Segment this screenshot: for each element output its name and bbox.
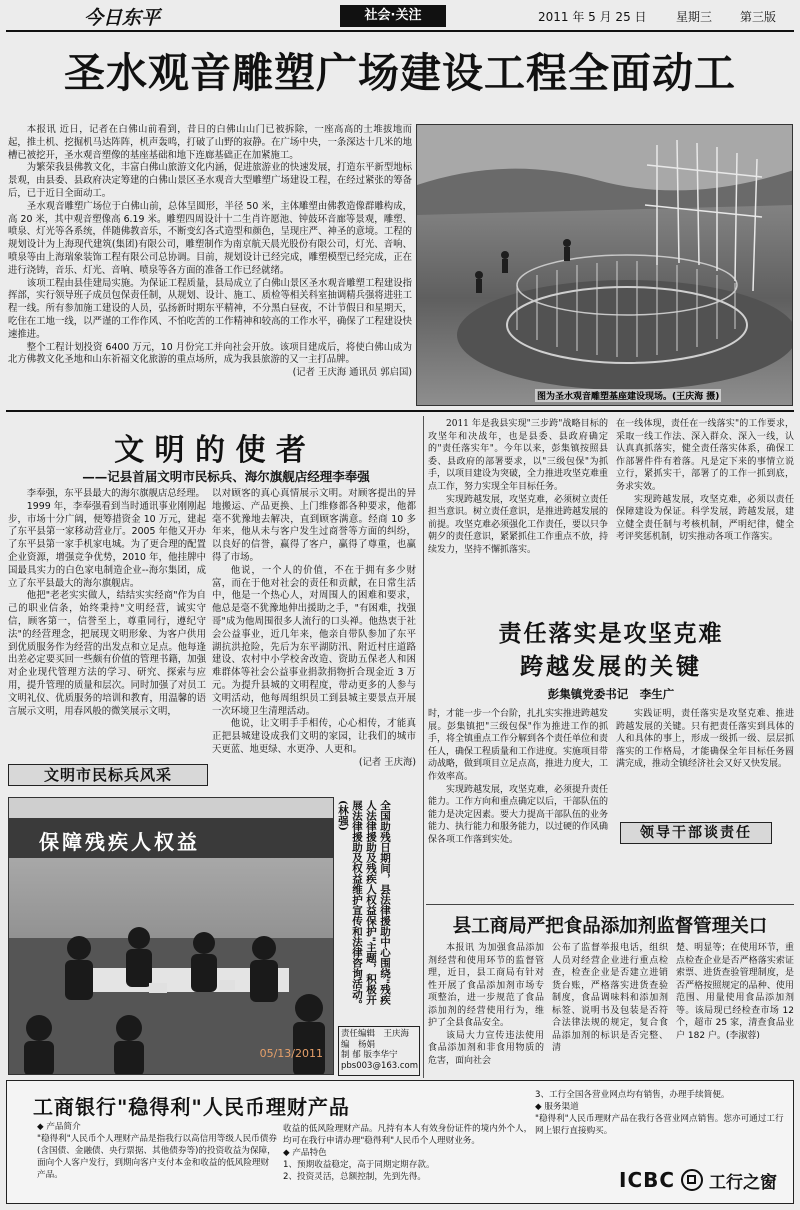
edit-name: 杨娟	[358, 1039, 376, 1050]
section-rule	[6, 410, 794, 412]
page-number: 第三版	[740, 10, 777, 24]
ad-column-1	[37, 1121, 277, 1201]
food-paragraph: 楚、明显等；在使用环节，重点检查企业是否严格落实索证索票、进货查验管理制度，是否严格按照规定的品种、使用范围、用量使用食品添加剂等。该局现已经检查市场 12 个，超市 25 家，清查食品业户 182 户。(李淑蓉)	[676, 943, 794, 1041]
draft-name: 郁	[352, 1050, 361, 1060]
civil-column-2	[212, 488, 416, 780]
civil-subtitle: ——记县首届文明市民标兵、海尔旗舰店经理李奉强	[82, 469, 370, 484]
lead-paragraph: 实现跨越发展，攻坚克难，必须提升责任能力。工作方向和重点确定以后，干部队伍的能力是决定因素。要大力提高干部队伍的业务能力、执行能力和服务能力，以过硬的作风确保各项工作落到实处。	[428, 784, 608, 845]
draft-label: 制	[341, 1050, 350, 1060]
lead-paragraph: 实践证明，责任落实是攻坚克难、推进跨越发展的关键。只有把责任落实到具体的人和具体的事上，形成一级抓一级、层层抓落实的工作格局，才能确保全年目标任务圆满完成，推动全镇经济社会又好又快发展。	[616, 709, 794, 770]
lead-column-1	[428, 418, 608, 608]
main-paragraph: 圣水观音雕塑广场位于白佛山前，总体呈圆形，半径 50 米，主体雕塑由佛教造像群雕构成，高 20 米，其中观音塑像高 6.19 米。雕塑四周设计十二生肖许愿池、钟鼓环音廊等景观，雕塑、喷泉、灯光等各系统，伴随佛教音乐，不断变幻各式造型和颜色，呈现庄严、神圣的意境。工程的规划设计为上海现代建筑(集团)有限公司，雕塑制作为南京航天晨光股份有限公司，灯光、音响、喷泉等由上海瑞象装饰工程有限公司总协调。目前，规划设计已经完成，雕塑模型已经完成，正在进行浇铸，音乐、灯光、音响、喷泉等各方面的准备工作已经就绪。	[8, 200, 412, 276]
civil-label: 文明市民标兵风采	[8, 764, 208, 786]
ad-intro: ◆ 产品简介 "稳得利"人民币个人理财产品是指我行以高信用等级人民币债券(含国债、金融债、央行票据、其他债券等)的投资收益为保障，面向个人客户发行，到期向客户支付本金和收益的低风险理财产品。	[37, 1122, 277, 1180]
construction-photo	[416, 124, 793, 406]
construction-site-image	[417, 125, 793, 406]
lead-paragraph: 时，才能一步一个台阶，扎扎实实推进跨越发展。彭集镇把"三级包保"作为推进工作的抓手，将全镇重点工作分解到各个责任单位和责任人，确保工程质量和工作进度。实施项目带动战略，做到项目立足点高，推进力度大，工作效率高。	[428, 709, 608, 782]
civil-paragraph: 他说，让文明手手相传，心心相传，才能真正把县城建设成我们文明的家园，让我们的城市天更蓝、地更绿、水更净、人更和。	[212, 718, 416, 755]
food-paragraph: 本报讯 为加强食品添加剂经营和使用环节的监督管理，近日，县工商局有针对性开展了食品添加剂市场专项整治，进一步规范了食品添加剂的经营使用行为，维护了全县食品安全。	[428, 943, 544, 1028]
lead-paragraph: 在一线体现，责任在一线落实"的工作要求，采取一线工作法、深入群众、深入一线，认认真真抓落实，健全责任落实体系，确保工作部署件件有着落。凡是定下来的事情立说立行，紧抓实干，部署了的工作一抓到底，务求实效。	[616, 419, 794, 492]
layout-label: 版	[363, 1050, 372, 1060]
photo-caption: 图为圣水观音雕塑基座建设现场。(王庆海 摄)	[535, 389, 721, 402]
icbc-window: 工行之窗	[709, 1172, 778, 1193]
food-headline: 县工商局严把食品添加剂监督管理关口	[452, 916, 768, 937]
food-column-2	[552, 942, 668, 1076]
civil-column-1	[8, 488, 206, 762]
food-rule	[426, 904, 794, 905]
icbc-emblem-icon	[681, 1169, 703, 1191]
civil-paragraph: 以对顾客的真心真情展示文明。对顾客提出的异地搬运、产品更换、上门维修都各种要求，他都毫不犹豫地去解决，直到顾客满意。经商 10 多年来，他从未与客户发生过商誉等方面的纠纷，以良好的信誉，赢得了客户，赢得了尊重，也赢得了市场。	[212, 488, 416, 563]
edit-label: 编	[341, 1039, 350, 1050]
food-column-1	[428, 942, 544, 1076]
civil-title: 文 明 的 使 者	[114, 433, 306, 468]
civil-paragraph: 他说，一个人的价值，不在于拥有多少财富，而在于他对社会的责任和贡献，在日常生活中，他是一个热心人，对周围人的困难和要求，他总是毫不犹豫地伸出援助之手，"有困难，找强哥"成为他周围很多人流行的口头禅。他热衷于社会公益事业，近几年来，他亲自带队参加了东平湖抗洪抢险，先后为东平湖防汛、附近村庄道路建设、农村中小学校舍改造、资助五保老人和困难群体等社会公益事业捐款捐物折合现金近 3 万元。为提升县城的文明程度，带动更多的人参与文明活动，他每周组织员工到县城主要景点开展一次环境卫生清理活动。	[212, 564, 416, 717]
icbc-brand: ICBC	[619, 1168, 676, 1192]
masthead-weekday: 星期三	[676, 10, 713, 24]
ad-title: 工商银行"稳得利"人民币理财产品	[33, 1095, 350, 1119]
duty-editor-name: 王庆海	[383, 1029, 410, 1039]
main-headline: 圣水观音雕塑广场建设工程全面动工	[64, 49, 736, 97]
main-byline: (记者 王庆海 通讯员 郭启国)	[292, 367, 412, 379]
civil-byline: (记者 王庆海)	[358, 756, 416, 768]
lead-label: 领导干部谈责任	[620, 822, 772, 844]
lead-headline-2: 跨越发展的关键	[520, 653, 702, 680]
lead-paragraph: 实现跨越发展，攻坚克难，必须以责任保障建设为保证。科学发展，跨越发展，建立健全责任制与考核机制，严明纪律，健全考评奖惩机制，切实推动各项工作落实。	[616, 494, 794, 543]
main-paragraph: 为繁荣我县佛教文化，丰富白佛山旅游文化内涵，促进旅游业的快速发展，打造东平新型地标景观，由县委、县政府决定筹建的白佛山景区圣水观音大型雕塑广场建设工程，在经过紧张的筹备后，已于近日全面动工。	[8, 162, 412, 199]
civil-paragraph: 他把"老老实实做人，结结实实经商"作为自己的职业信条，始终秉持"文明经营，诚实守信，顾客第一，信誉至上，尊重同行，遵纪守法"的经营理念，把展现文明形象、为客户供用到优质服务作为经营的出发点和立足点。他每逢出差必定要买回一些颇有价值的管理书籍，加强对企业现代管理方法的学习、研究、探索与应用，提升管理的质量和层次。同时加强了对员工文明礼仪、优质服务的培训和教育，用温馨的语言展示文明，用春风般的微笑展示文明，	[8, 590, 206, 717]
lead-column-3	[428, 708, 608, 900]
rights-poem: 全国助残日期间，县法律援助中心围绕"残疾人法律援助及残疾人权益保护"主题，积极开展法律援助及权益维护宣传和法律咨询活动。(林强)	[337, 800, 391, 1010]
photo-date-stamp: 05/13/2011	[259, 1047, 323, 1060]
masthead-date: 2011 年 5 月 25 日	[538, 10, 647, 24]
column-divider	[423, 416, 424, 1078]
layout-name: 李华宁	[371, 1050, 398, 1060]
section-label: 社会·关注	[340, 5, 446, 27]
editor-email: pbs003@163.com	[341, 1060, 419, 1071]
main-article	[8, 124, 412, 386]
editor-box	[338, 1026, 420, 1076]
lead-column-2	[616, 418, 794, 608]
food-paragraph: 公布了监督举报电话，组织人员对经营企业进行重点检查，检查企业是否建立进销货台账，严格落实进货查验制度，食品调味料和添加剂标签、说明书及包装是否符合法律法规的规定，复合食品添加剂的标识是否完整、清	[552, 943, 668, 1053]
lead-paragraph: 实现跨越发展，攻坚克难，必须树立责任担当意识。树立责任意识，是推进跨越发展的前提。攻坚克难必须强化工作责任，要以只争朝夕的责任意识，紧紧抓住工作重点不放，持续发力，坚持不懈抓落实。	[428, 494, 608, 555]
ad-features: 收益的低风险理财产品。凡持有本人有效身份证件的境内外个人，均可在我行申请办理"稳得利"人民币个人理财业务。 ◆ 产品特色 1、预期收益稳定，高于同期定期存款。 2、投资灵活，总额控制，先到先得。	[283, 1124, 533, 1182]
icbc-ad	[6, 1080, 794, 1204]
main-paragraph: 该项工程由县佳建局实施。为保证工程质量，县局成立了白佛山景区圣水观音雕塑工程建设指挥部，实行领导班子成员包保责任制，从规划、设计、施工、质检等相关科室抽调精兵强将进驻工程一线。所有参加施工建设的人员，弘扬新时期东平精神，不分黑白昼夜，不计节假日和星期天，吃住在工地一线，以严谨的工作作风、不怕吃苦的工作精神和较高的工作水平，确保了工程建设快速推进。	[8, 277, 412, 340]
ad-column-3	[535, 1089, 785, 1163]
food-column-3	[676, 942, 794, 1076]
lead-paragraph: 2011 年是我县实现"三步跨"战略目标的攻坚年和决战年，也是县委、县政府确定的"责任落实年"。今年以来，彭集镇按照县委、县政府的部署要求，以"三级包保"为抓手，以项目建设为突破，全力推进攻坚克难重点工作，努力实现全年目标任务。	[428, 419, 608, 492]
civil-paragraph: 1999 年，李奉强看到当时通讯事业刚刚起步，市场十分广阔，便筹措资金 10 万元，建起了东平县第一家移动营业厅。2005 年他又开办了东平县第一家手机家电城。为了更合理的配置企业资源，增强竞争优势，2010 年，他挂牌中国最具实力的白色家电制造企业--海尔集团，成立了东平县最大的海尔旗舰店。	[8, 500, 206, 589]
lead-headline-1: 责任落实是攻坚克难	[498, 620, 724, 647]
lead-author: 彭集镇党委书记 李生广	[547, 687, 675, 701]
rights-banner: 保障残疾人权益	[39, 830, 200, 854]
rights-photo	[8, 797, 334, 1075]
rights-caption	[336, 800, 420, 1014]
food-paragraph: 该局大力宣传违法使用食品添加剂和非食用物质的危害，面向社会	[428, 1030, 544, 1066]
main-paragraph: 本报讯 近日，记者在白佛山前看到，昔日的白佛山山门已被拆除，一座高高的土堆拔地而起，推土机、挖掘机马达阵阵，机声轰鸣，打破了山野的寂静。在广场中央，一条深达十几米的地槽已被挖开，圣水观音塑像的基座基础和地下连廊基础正在加紧施工。	[8, 124, 412, 161]
icbc-logo	[619, 1165, 777, 1195]
civil-paragraph: 李奉强，东平县最大的海尔旗舰店总经理。	[26, 488, 205, 499]
duty-editor-label: 责任编辑	[341, 1029, 376, 1039]
ad-channels: 3、工行全国各营业网点均有销售，办理手续简便。 ◆ 服务渠道 "稳得利"人民币理财产品在我行各营业网点销售。您亦可通过工行网上银行直接购买。	[535, 1090, 784, 1136]
main-paragraph: 整个工程计划投资 6400 万元，10 月份完工并向社会开放。该项目建成后，将使白佛山成为北方佛教文化圣地和山东祈福文化旅游的重点场所，成为我县旅游的又一主打品牌。	[8, 341, 412, 366]
ad-column-2	[283, 1089, 535, 1201]
masthead-logo: 今日东平	[84, 7, 161, 29]
masthead	[0, 0, 800, 30]
masthead-rule	[6, 30, 794, 32]
lead-column-4	[616, 708, 794, 818]
